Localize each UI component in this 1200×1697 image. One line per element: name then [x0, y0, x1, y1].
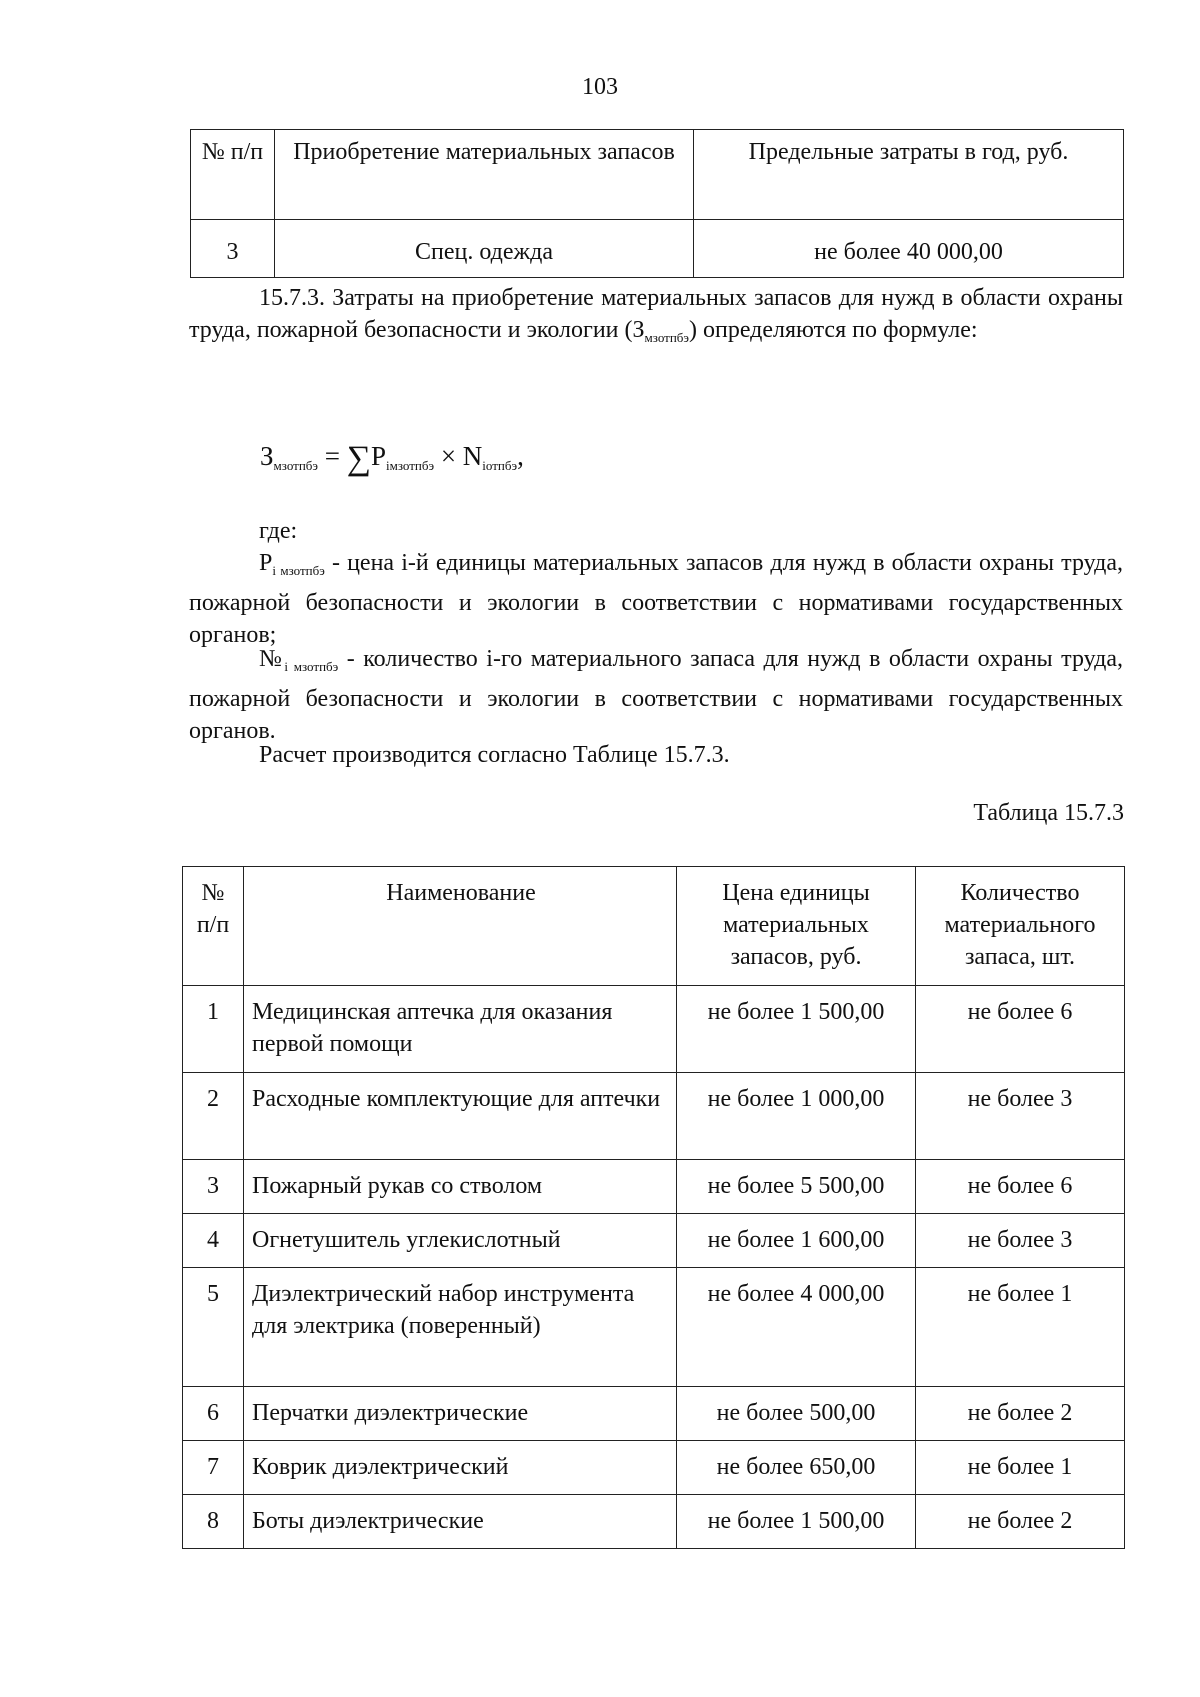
formula-tail: ,	[517, 441, 524, 471]
table-row	[183, 1441, 1125, 1495]
expense-table	[190, 129, 1124, 278]
cell-number: 3	[191, 220, 275, 278]
def1-symbol: P	[259, 550, 273, 576]
table-header-row	[191, 130, 1124, 220]
def2-symbol: №	[259, 646, 285, 672]
cell-number: 6	[183, 1387, 244, 1441]
cell-quantity: не более 3	[916, 1073, 1125, 1160]
cell-number: 4	[183, 1214, 244, 1268]
cell-quantity: не более 2	[916, 1495, 1125, 1549]
cell-quantity: не более 3	[916, 1214, 1125, 1268]
cell-quantity: не более 1	[916, 1268, 1125, 1387]
where-label: где:	[259, 518, 298, 544]
cell-number: 2	[183, 1073, 244, 1160]
cell-name: Диэлектрический набор инструмента для электрика (поверенный)	[244, 1268, 677, 1387]
formula-p-sub: iмзотпбэ	[386, 458, 435, 473]
def1-text: - цена i-й единицы материальных запасов для нужд в области охраны труда, пожарной безопасности и экологии в соответствии с нормативами государственных органов;	[189, 550, 1123, 648]
page-number: 103	[582, 74, 618, 100]
definition-quantity	[189, 643, 1123, 747]
cell-name: Пожарный рукав со стволом	[244, 1160, 677, 1214]
cell-quantity: не более 6	[916, 986, 1125, 1073]
header-name: Наименование	[244, 867, 677, 986]
table-row	[191, 220, 1124, 278]
cell-number: 7	[183, 1441, 244, 1495]
header-purchase: Приобретение материальных запасов	[275, 130, 694, 220]
cell-quantity: не более 2	[916, 1387, 1125, 1441]
para-subscript: мзотпбэ	[644, 330, 689, 345]
formula-p: P	[370, 441, 386, 471]
calc-note: Расчет производится согласно Таблице 15.7.3.	[259, 742, 730, 768]
def1-subscript: i мзотпбэ	[272, 563, 325, 578]
header-price: Цена единицы материальных запасов, руб.	[677, 867, 916, 986]
formula-times: ×	[434, 441, 463, 471]
para-text: 15.7.3. Затраты на приобретение материальных запасов для нужд в области охраны труда, пожарной безопасности и экологии (З	[189, 285, 1123, 343]
cell-quantity: не более 6	[916, 1160, 1125, 1214]
table-row	[183, 1387, 1125, 1441]
para-text-end: ) определяются по формуле:	[688, 317, 978, 343]
cell-number: 1	[183, 986, 244, 1073]
header-number: № п/п	[191, 130, 275, 220]
cell-price: не более 500,00	[677, 1387, 916, 1441]
table-header-row	[183, 867, 1125, 986]
table-row	[183, 1160, 1125, 1214]
cell-name: Расходные комплектующие для аптечки	[244, 1073, 677, 1160]
cell-price: не более 4 000,00	[677, 1268, 916, 1387]
table-row	[183, 1073, 1125, 1160]
cell-number: 3	[183, 1160, 244, 1214]
cell-price: не более 1 600,00	[677, 1214, 916, 1268]
section-paragraph	[189, 282, 1123, 354]
formula-n-sub: iотпбэ	[482, 458, 518, 473]
formula	[260, 440, 524, 478]
formula-n: N	[462, 441, 483, 471]
formula-lhs-sub: мзотпбэ	[273, 458, 318, 473]
formula-lhs: З	[260, 441, 274, 471]
cell-name: Перчатки диэлектрические	[244, 1387, 677, 1441]
table-row	[183, 986, 1125, 1073]
header-limit: Предельные затраты в год, руб.	[694, 130, 1124, 220]
cell-price: не более 1 000,00	[677, 1073, 916, 1160]
cell-item: Спец. одежда	[275, 220, 694, 278]
table-row	[183, 1214, 1125, 1268]
definition-price	[189, 547, 1123, 651]
table-caption: Таблица 15.7.3	[973, 800, 1124, 826]
materials-table	[182, 866, 1125, 1549]
cell-name: Боты диэлектрические	[244, 1495, 677, 1549]
cell-name: Медицинская аптечка для оказания первой помощи	[244, 986, 677, 1073]
table-row	[183, 1268, 1125, 1387]
cell-limit: не более 40 000,00	[694, 220, 1124, 278]
formula-eq: =	[317, 441, 347, 471]
header-quantity: Количество материального запаса, шт.	[916, 867, 1125, 986]
cell-price: не более 1 500,00	[677, 986, 916, 1073]
cell-name: Огнетушитель углекислотный	[244, 1214, 677, 1268]
cell-name: Коврик диэлектрический	[244, 1441, 677, 1495]
cell-price: не более 650,00	[677, 1441, 916, 1495]
cell-number: 5	[183, 1268, 244, 1387]
cell-price: не более 1 500,00	[677, 1495, 916, 1549]
table-row	[183, 1495, 1125, 1549]
cell-price: не более 5 500,00	[677, 1160, 916, 1214]
def2-subscript: i мзотпбэ	[284, 659, 339, 674]
header-number: № п/п	[183, 867, 244, 986]
def2-text: - количество i-го материального запаса для нужд в области охраны труда, пожарной безопасности и экологии в соответствии с нормативами государственных органов.	[189, 646, 1123, 744]
cell-quantity: не более 1	[916, 1441, 1125, 1495]
cell-number: 8	[183, 1495, 244, 1549]
formula-sum: ∑	[346, 440, 371, 477]
